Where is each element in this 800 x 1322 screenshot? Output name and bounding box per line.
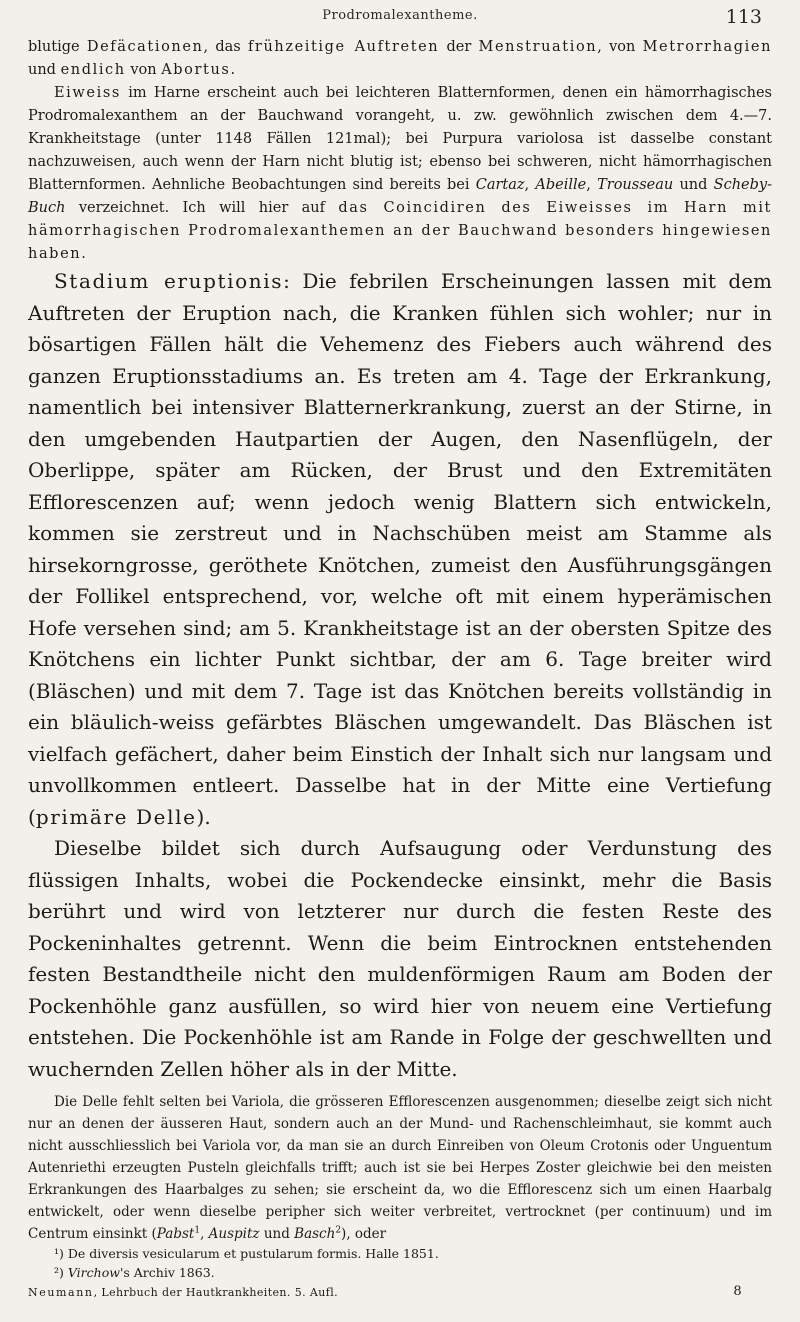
footnote-1: ¹) De diversis vesicularum et pustularum formis. Halle 1851. [54,1246,439,1261]
page-number: 113 [725,6,762,28]
paragraph-eiweiss: Eiweiss im Harne erscheint auch bei leichteren Blatternformen, denen ein hämorrhagisches Prodromalexanthem an der Bauchwand vorangeht, u. zw. gewöhnlich zwischen dem 4.—7. Krankheitstage (unter 1148 Fällen 121mal); bei Purpura variolosa ist dasselbe constant nachzuweisen, auch wenn der Harn nicht blutig ist; ebenso bei schweren, nicht hämorrhagischen Blatternformen. Aehnliche Beobachtungen sind bereits bei Cartaz, Abeille, Trousseau und Scheby-Buch verzeichnet. Ich will hier auf das Coincidiren des Eiweisses im Harn mit hämorrhagischen Prodromalexanthemen an der Bauchwand besonders hingewiesen haben. [28,85,773,262]
author-auspitz: Auspitz [208,1226,260,1242]
footnote-ref-1: 1 [194,1225,201,1236]
paragraph-delle: Die Delle fehlt selten bei Variola, die grösseren Efflorescenzen ausgenommen; dieselbe zeigt sich nicht nur an denen der äusseren Haut, sondern auch an der Mund- und Rachenschleimhaut, sie kommt auch nicht ausschliesslich bei Variola vor, da man sie an durch Einreiben von Oleum Crotonis oder Unguentum Autenriethi erzeugten Pusteln gleichfalls trifft; auch ist sie bei Herpes Zoster gleichwie bei den meisten Erkrankungen des Haarbalges zu sehen; sie erscheint da, wo die Efflorescenz sich um einen Haarbalg entwickelt, oder wenn dieselbe peripher sich weiter verbreitet, vertrocknet (per continuum) und im Centrum einsinkt (Pabst$^1$, Auspitz und Basch$^2$), oder [28,1094,772,1242]
signature-mark: 8 [733,1284,742,1299]
footnotes [28,1244,772,1282]
main-text [28,36,772,1245]
author-scheby-buch: Scheby-Buch [28,177,773,216]
author-pabst: Pabst [156,1226,195,1242]
running-title: Prodromalexantheme. [322,8,478,23]
paragraph-dieselbe: Dieselbe bildet sich durch Aufsaugung oder Verdunstung des flüssigen Inhalts, wobei die Pockendecke einsinkt, mehr die Basis berührt und wird von letzterer nur durch die festen Reste des Pockeninhaltes getrennt. Wenn die beim Eintrocknen entstehenden festen Bestandtheile nicht den muldenförmigen Raum am Boden der Pockenhöhle ganz ausfüllen, so wird hier von neuem eine Vertiefung entstehen. Die Pockenhöhle ist am Rande in Folge der geschwellten und wuchernden Zellen höher als in der Mitte. [28,836,772,1081]
term-defaecationen: Defäcationen [86,39,204,55]
author-abeille: Abeille [535,177,587,193]
footnote-ref-2: 2 [335,1225,342,1236]
footnote-2: ²) Virchow's Archiv 1863. [54,1265,215,1280]
author-cartaz: Cartaz [475,177,525,193]
imprint-title: , Lehrbuch der Hautkrankheiten. 5. Aufl. [93,1286,339,1299]
paragraph-stadium-eruptionis: Stadium eruptionis: Die febrilen Erscheinungen lassen mit dem Auftreten der Eruption nach, die Kranken fühlen sich wohler; nur in bösartigen Fällen hält die Vehemenz des Fiebers auch während des ganzen Eruptionsstadiums an. Es treten am 4. Tage der Erkrankung, namentlich bei intensiver Blatternerkrankung, zuerst an der Stirne, in den umgebenden Hautpartien der Augen, den Nasenflügeln, der Oberlippe, später am Rücken, der Brust und den Extremitäten Efflorescenzen auf; wenn jedoch wenig Blattern sich entwickeln, kommen sie zerstreut und in Nachschüben meist am Stamme als hirsekorngrosse, geröthete Knötchen, zumeist den Ausführungsgängen der Follikel entsprechend, vor, welche oft mit einem hyperämischen Hofe versehen sind; am 5. Krankheitstage ist an der obersten Spitze des Knötchens ein lichter Punkt sichtbar, der am 6. Tage breiter wird (Bläschen) und mit dem 7. Tage ist das Knötchen bereits vollständig in ein bläulich-weiss gefärbtes Bläschen umgewandelt. Das Bläschen ist vielfach gefächert, daher beim Einstich der Inhalt sich nur langsam und unvollkommen entleert. Dasselbe hat in der Mitte eine Vertiefung (primäre Delle). [28,269,772,829]
paragraph-symptoms: blutige Defäcationen, das frühzeitige Auftreten der Menstruation, von Metrorrhagien und endlich von Abortus. [28,39,773,78]
term-metrorrhagien: Metrorrhagien [642,39,773,55]
emphasis-coincidiren: das Coincidiren des Eiweisses im Harn mit hämorrhagischen Prodromalexanthemen an der Bauchwand besonders hingewiesen haben [28,200,772,262]
author-basch: Basch [294,1226,336,1242]
term-primaere-delle: primäre Delle [35,804,197,829]
author-trousseau: Trousseau [597,177,674,193]
section-heading-stadium-eruptionis: Stadium eruptionis [54,269,284,293]
imprint-author: Neumann [28,1286,94,1299]
term-abortus: Abortus [161,62,231,78]
author-virchow: Virchow [67,1265,120,1280]
imprint-line [28,1286,772,1299]
term-menstruation: Menstruation [478,39,598,55]
term-eiweiss: Eiweiss [54,85,121,101]
page-header [0,6,800,32]
term-fruehzeitige-auftreten: frühzeitige Auftreten [247,39,440,55]
